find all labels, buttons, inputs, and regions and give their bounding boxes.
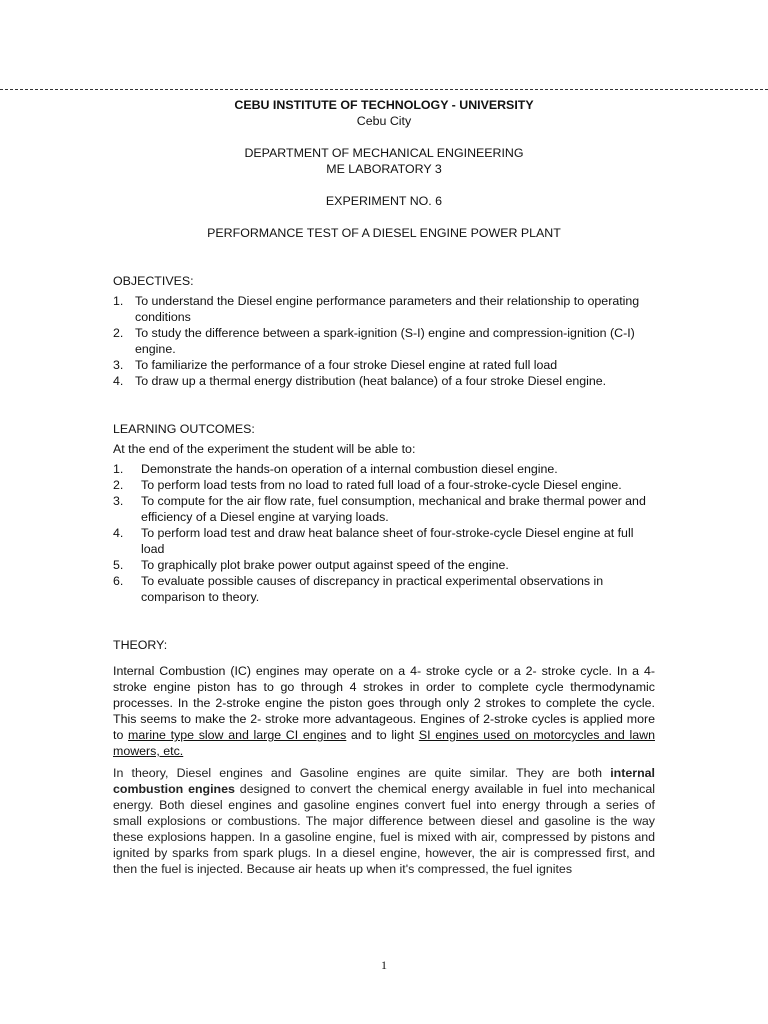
theory-text: and to light: [346, 728, 419, 742]
list-item: [113, 493, 655, 525]
item-number: 2.: [113, 478, 124, 492]
theory-paragraph-2: [113, 765, 655, 877]
list-item: [113, 477, 655, 493]
item-number: 5.: [113, 558, 124, 572]
list-item: [113, 525, 655, 557]
item-number: 3.: [113, 358, 124, 372]
objectives-list: [113, 293, 655, 389]
objectives-heading: OBJECTIVES:: [113, 274, 194, 288]
department-name: DEPARTMENT OF MECHANICAL ENGINEERING: [244, 146, 524, 160]
list-item: [113, 293, 655, 325]
item-text: To study the difference between a spark-ignition (S-I) engine and compression-ignition (C-I) engine.: [135, 326, 635, 356]
learning-outcomes-intro: At the end of the experiment the student will be able to:: [113, 442, 416, 456]
item-number: 4.: [113, 374, 124, 388]
list-item: [113, 373, 655, 389]
item-text: To understand the Diesel engine performance parameters and their relationship to operating conditions: [135, 294, 640, 324]
item-number: 4.: [113, 526, 124, 540]
institution-name: CEBU INSTITUTE OF TECHNOLOGY - UNIVERSITY: [234, 98, 534, 112]
dashed-divider: [0, 89, 768, 90]
item-text: To graphically plot brake power output against speed of the engine.: [141, 558, 509, 572]
theory-text: In theory, Diesel engines and Gasoline engines are quite similar. They are both: [113, 766, 611, 780]
experiment-title: PERFORMANCE TEST OF A DIESEL ENGINE POWER PLANT: [207, 226, 561, 240]
item-text: To perform load tests from no load to rated full load of a four-stroke-cycle Diesel engine.: [141, 478, 622, 492]
theory-text: designed to convert the chemical energy available in fuel into mechanical energy. Both diesel engines and gasoline engines convert fuel into energy through a series of small explosions or combustions. The major difference between diesel and gasoline is the way these explosions happen. In a gasoline engine, fuel is mixed with air, compressed by pistons and ignited by sparks from spark plugs. In a diesel engine, however, the air is compressed first, and then the fuel is injected. Because air heats up when it's compressed, the fuel ignites: [113, 782, 656, 876]
lab-name: ME LABORATORY 3: [326, 162, 442, 176]
item-text: To familiarize the performance of a four stroke Diesel engine at rated full load: [135, 358, 558, 372]
theory-underlined-text: marine type slow and large CI engines: [128, 728, 347, 742]
list-item: [113, 461, 655, 477]
learning-outcomes-heading: LEARNING OUTCOMES:: [113, 422, 255, 436]
list-item: [113, 557, 655, 573]
item-number: 2.: [113, 326, 124, 340]
theory-bold-text: internal combustion engines: [113, 766, 655, 796]
item-number: 1.: [113, 294, 124, 308]
item-text: Demonstrate the hands-on operation of a internal combustion diesel engine.: [141, 462, 558, 476]
list-item: [113, 573, 655, 605]
list-item: [113, 357, 655, 373]
page-number: 1: [381, 958, 387, 972]
item-number: 1.: [113, 462, 124, 476]
theory-underlined-text: SI engines used on motorcycles and lawn mowers, etc.: [113, 728, 655, 758]
item-text: To compute for the air flow rate, fuel consumption, mechanical and brake thermal power and efficiency of a Diesel engine at varying loads.: [141, 494, 646, 524]
list-item: [113, 325, 655, 357]
item-number: 6.: [113, 574, 124, 588]
page-content: [113, 97, 655, 877]
item-number: 3.: [113, 494, 124, 508]
item-text: To evaluate possible causes of discrepancy in practical experimental observations in comparison to theory.: [141, 574, 604, 604]
city-name: Cebu City: [356, 114, 412, 128]
item-text: To draw up a thermal energy distribution (heat balance) of a four stroke Diesel engine.: [135, 374, 607, 388]
item-text: To perform load test and draw heat balance sheet of four-stroke-cycle Diesel engine at full load: [141, 526, 634, 556]
experiment-number: EXPERIMENT NO. 6: [325, 194, 443, 208]
theory-paragraph-1: [113, 663, 655, 759]
theory-text: Internal Combustion (IC) engines may operate on a 4- stroke cycle or a 2- stroke cycle. In a 4-stroke engine piston has to go through 4 strokes in order to complete cycle thermodynamic processes. In the 2-stroke engine the piston goes through only 2 strokes to complete the cycle. This seems to make the 2- stroke more advantageous. Engines of 2-stroke cycles is applied more to: [113, 664, 655, 742]
theory-heading: THEORY:: [113, 638, 168, 652]
learning-outcomes-list: [113, 461, 655, 605]
